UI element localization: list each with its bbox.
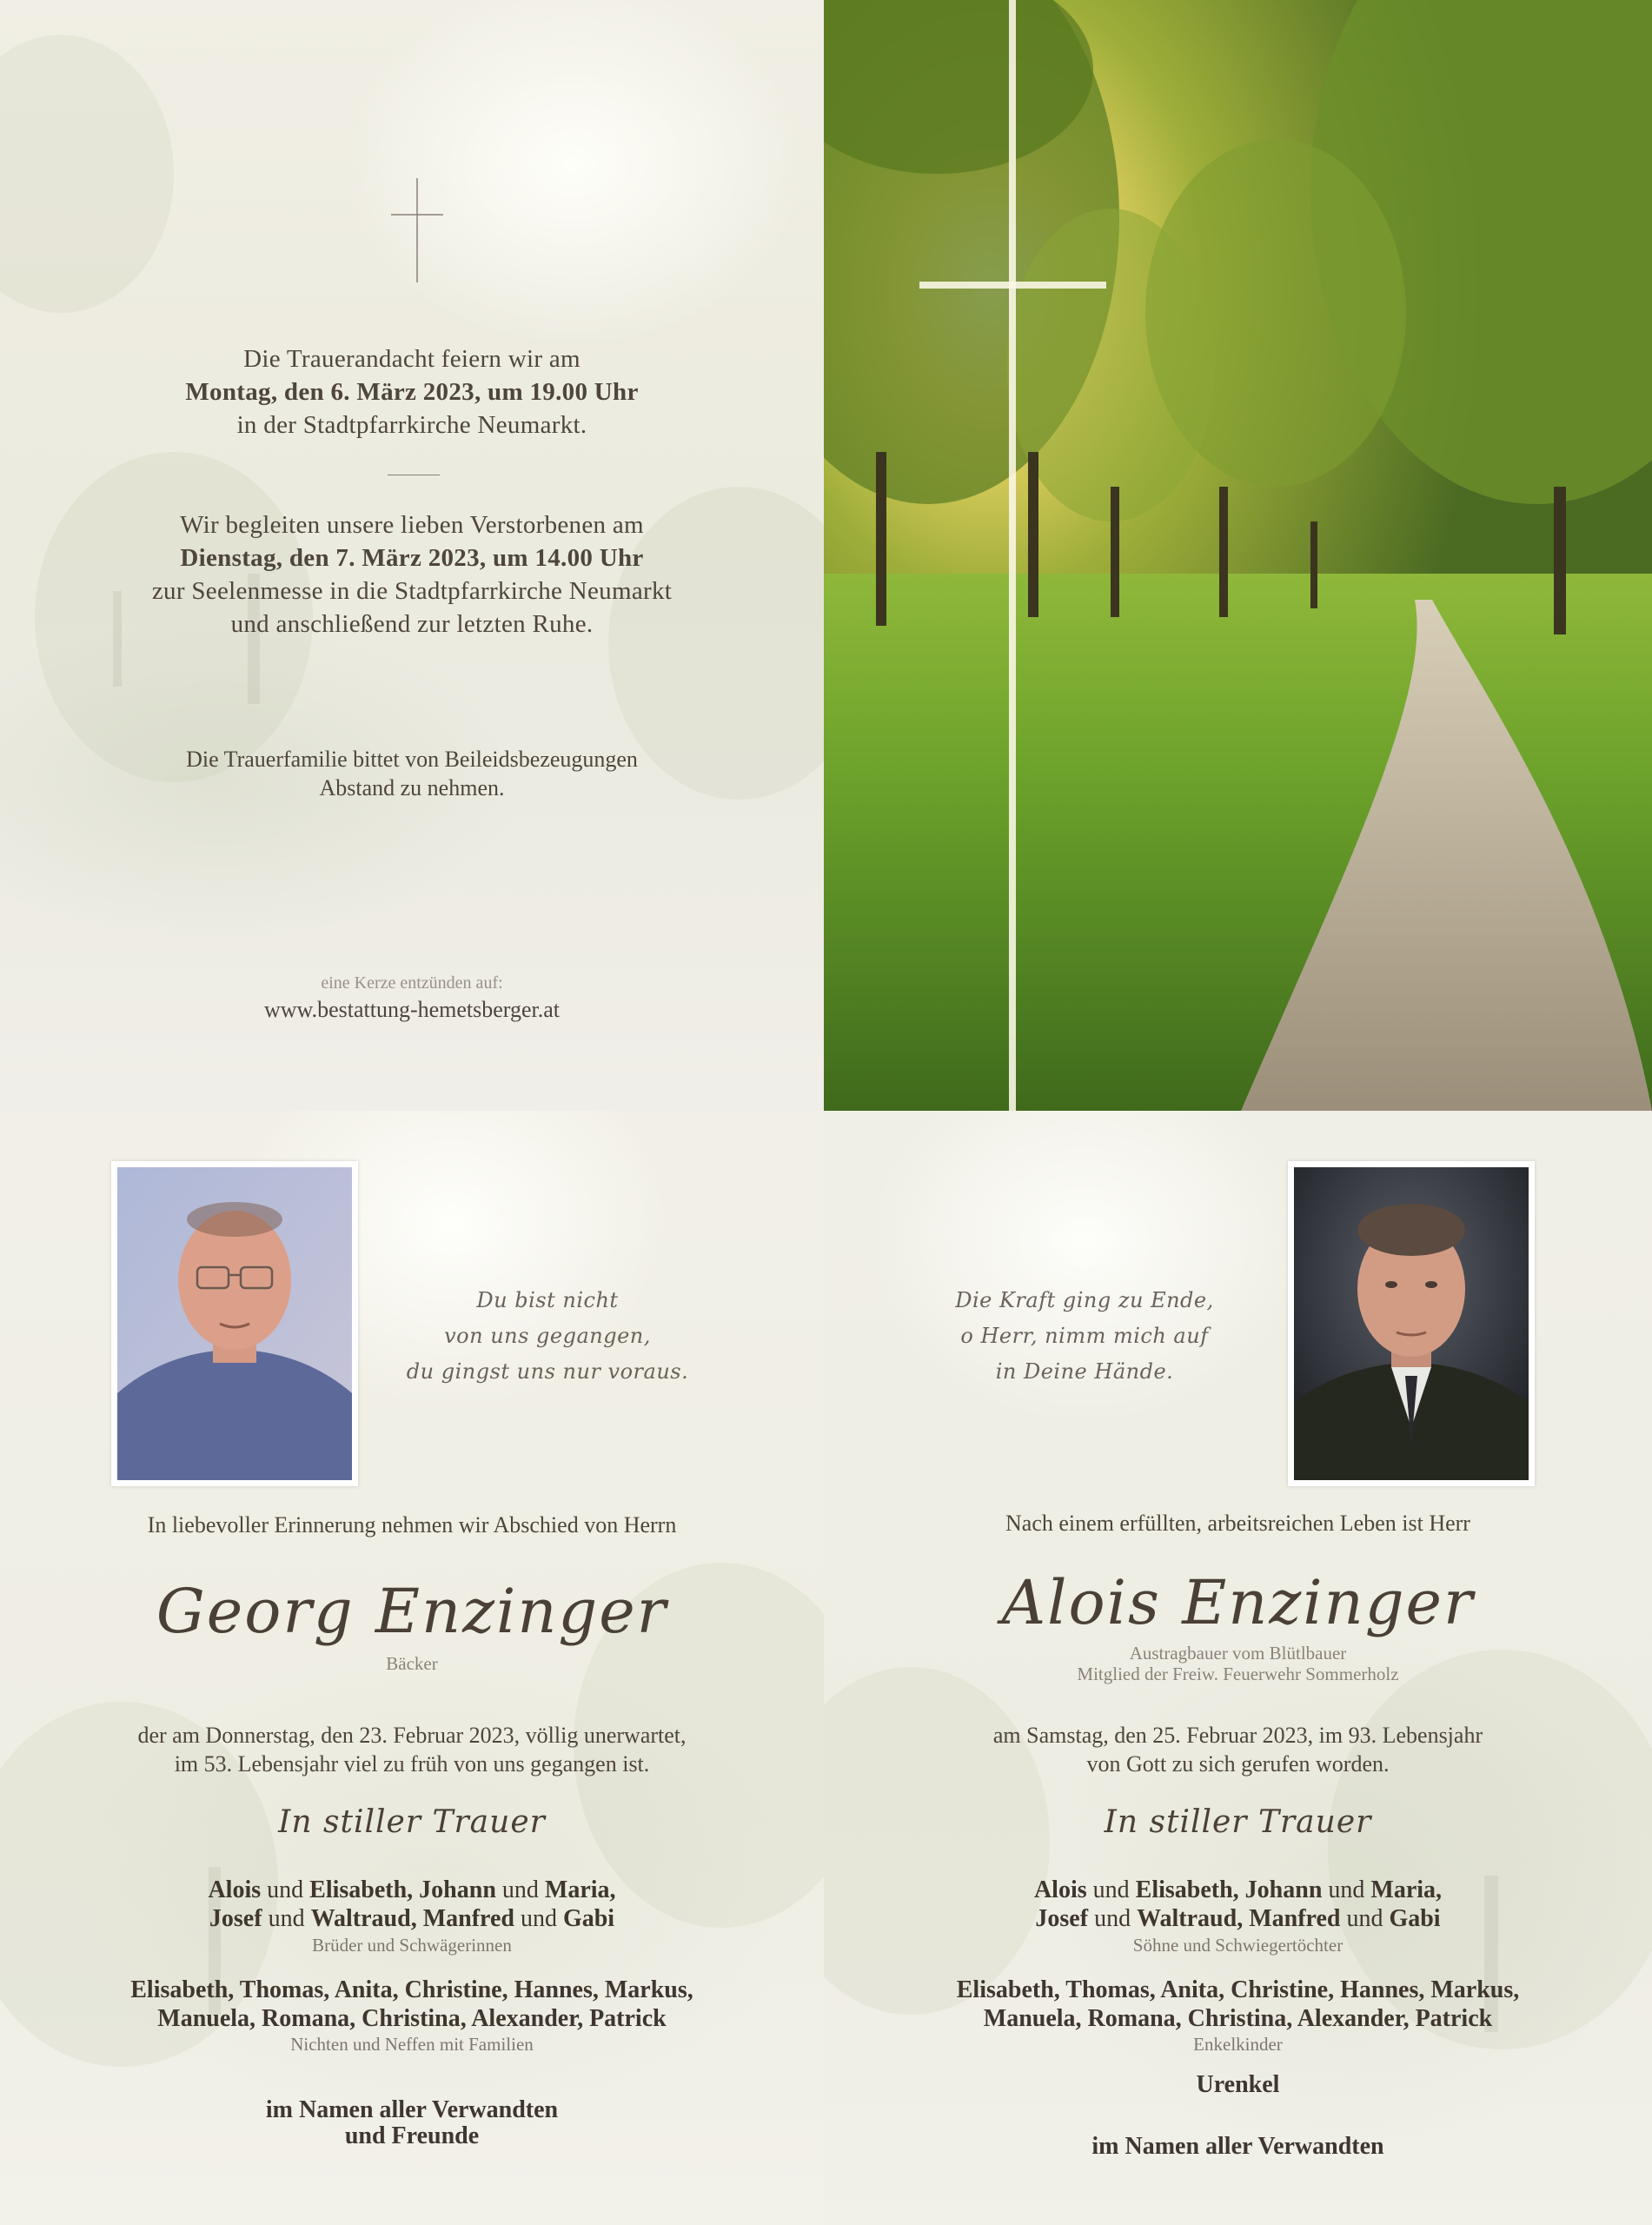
death-line2: im 53. Lebensjahr viel zu früh von uns gegangen ist.: [174, 1751, 650, 1777]
subtitle-line1: Austragbauer vom Blütlbauer: [1129, 1643, 1347, 1664]
family-name: Elisabeth, Johann: [309, 1876, 496, 1903]
website-link[interactable]: www.bestattung-hemetsberger.at: [263, 997, 561, 1022]
family-name: Maria,: [544, 1876, 616, 1903]
quote-alois: [911, 1283, 1258, 1390]
quote-line: o Herr, nimm mich auf: [960, 1324, 1209, 1348]
bitte-line2: Abstand zu nehmen.: [319, 775, 505, 800]
family2-relation-georg: Nichten und Neffen mit Familien: [290, 2034, 534, 2055]
closing-alois: im Namen aller Verwandten: [1091, 2133, 1384, 2160]
quote-line: Die Kraft ging zu Ende,: [955, 1288, 1214, 1312]
portrait-georg-image: [117, 1167, 352, 1480]
family-name: Elisabeth, Johann: [1135, 1876, 1323, 1903]
cross-icon: [387, 178, 448, 282]
family2-line2: Manuela, Romana, Christina, Alexander, Patrick: [983, 2005, 1493, 2032]
begleiten-line1: Wir begleiten unsere lieben Verstorbenen am: [180, 511, 644, 539]
family2-georg: [0, 1976, 824, 2033]
connector: und: [1088, 1905, 1138, 1932]
occupation-georg: Bäcker: [386, 1653, 438, 1674]
family-name: Gabi: [1389, 1905, 1441, 1932]
closing-line2: und Freunde: [344, 2122, 480, 2149]
closing-line1: im Namen aller Verwandten: [265, 2096, 559, 2123]
quote-line: Du bist nicht: [476, 1288, 619, 1312]
family-name: Alois: [1033, 1876, 1087, 1903]
begleiten-block: [0, 508, 824, 641]
quote-line: du gingst uns nur voraus.: [406, 1359, 689, 1384]
family1-relation-georg: Brüder und Schwägerinnen: [312, 1935, 512, 1956]
cross-vertical-bar: [1009, 0, 1016, 1111]
family-name: Maria,: [1370, 1876, 1443, 1903]
family2-line1: Elisabeth, Thomas, Anita, Christine, Hannes, Markus,: [956, 1976, 1520, 2003]
card-alois: [824, 1111, 1652, 2225]
trauer-heading-georg: In stiller Trauer: [278, 1804, 546, 1840]
death-line1: der am Donnerstag, den 23. Februar 2023, völlig unerwartet,: [137, 1723, 687, 1748]
subtitle-line2: Mitglied der Freiw. Feuerwehr Sommerholz: [1077, 1664, 1399, 1684]
connector: und: [1086, 1876, 1136, 1903]
urenkel-alois: Urenkel: [1196, 2071, 1280, 2098]
quote-line: von uns gegangen,: [444, 1324, 651, 1348]
bitte-line1: Die Trauerfamilie bittet von Beileidsbezeugungen: [186, 747, 638, 772]
trauer-heading-alois: In stiller Trauer: [1104, 1804, 1372, 1840]
name-alois: Alois Enzinger: [1001, 1567, 1475, 1638]
connector: und: [514, 1905, 563, 1932]
panel-announcement: [0, 0, 824, 1111]
family-name: Waltraud, Manfred: [1137, 1905, 1341, 1932]
connector: und: [1340, 1905, 1390, 1932]
connector: und: [1322, 1876, 1371, 1903]
begleiten-date: Dienstag, den 7. März 2023, um 14.00 Uhr: [180, 544, 644, 572]
bitte-block: [0, 745, 824, 802]
background-tree: [0, 35, 174, 313]
family1-georg: [0, 1876, 824, 1933]
kerze-label: eine Kerze entzünden auf:: [321, 973, 503, 993]
andacht-line1: Die Trauerandacht feiern wir am: [243, 345, 581, 373]
connector: und: [262, 1905, 311, 1932]
background-tree: [824, 1667, 1050, 2015]
andacht-line3: in der Stadtpfarrkirche Neumarkt.: [236, 411, 587, 439]
closing-georg: [0, 2097, 824, 2149]
connector: und: [261, 1876, 310, 1903]
portrait-alois: [1288, 1161, 1535, 1486]
andacht-block: [0, 342, 824, 442]
family-name: Josef: [209, 1905, 262, 1932]
family1-relation-alois: Söhne und Schwiegertöchter: [1132, 1935, 1343, 1956]
family2-alois: [824, 1976, 1652, 2033]
park-path-image: [824, 0, 1652, 1111]
family-name: Waltraud, Manfred: [310, 1905, 514, 1932]
portrait-georg: [111, 1161, 358, 1486]
card-georg: [0, 1111, 824, 2225]
family-name: Josef: [1035, 1905, 1089, 1932]
andacht-date: Montag, den 6. März 2023, um 19.00 Uhr: [185, 378, 639, 406]
death-notice-georg: [0, 1721, 824, 1778]
begleiten-line4: und anschließend zur letzten Ruhe.: [230, 610, 594, 638]
cover-photo: [824, 0, 1652, 1111]
begleiten-line3: zur Seelenmesse in die Stadtpfarrkirche Neumarkt: [151, 577, 673, 605]
intro-georg: In liebevoller Erinnerung nehmen wir Abschied von Herrn: [147, 1512, 677, 1538]
portrait-alois-image: [1294, 1167, 1529, 1480]
kerze-block: [0, 973, 824, 1023]
family2-relation-alois: Enkelkinder: [1193, 2034, 1283, 2055]
family2-line2: Manuela, Romana, Christina, Alexander, Patrick: [157, 2005, 667, 2032]
quote-georg: [382, 1283, 713, 1390]
family2-line1: Elisabeth, Thomas, Anita, Christine, Hannes, Markus,: [130, 1976, 693, 2003]
quote-line: in Deine Hände.: [995, 1359, 1174, 1384]
cross-horizontal-bar: [919, 282, 1106, 289]
name-georg: Georg Enzinger: [156, 1576, 668, 1647]
death-line2: von Gott zu sich gerufen worden.: [1086, 1751, 1390, 1777]
death-notice-alois: [824, 1721, 1652, 1778]
family-name: Alois: [208, 1876, 262, 1903]
family1-alois: [824, 1876, 1652, 1933]
connector: und: [495, 1876, 545, 1903]
death-line1: am Samstag, den 25. Februar 2023, im 93. Lebensjahr: [992, 1723, 1483, 1748]
family-name: Gabi: [562, 1905, 615, 1932]
intro-alois: Nach einem erfüllten, arbeitsreichen Leben ist Herr: [1005, 1511, 1470, 1536]
subtitle-alois: [824, 1643, 1652, 1684]
